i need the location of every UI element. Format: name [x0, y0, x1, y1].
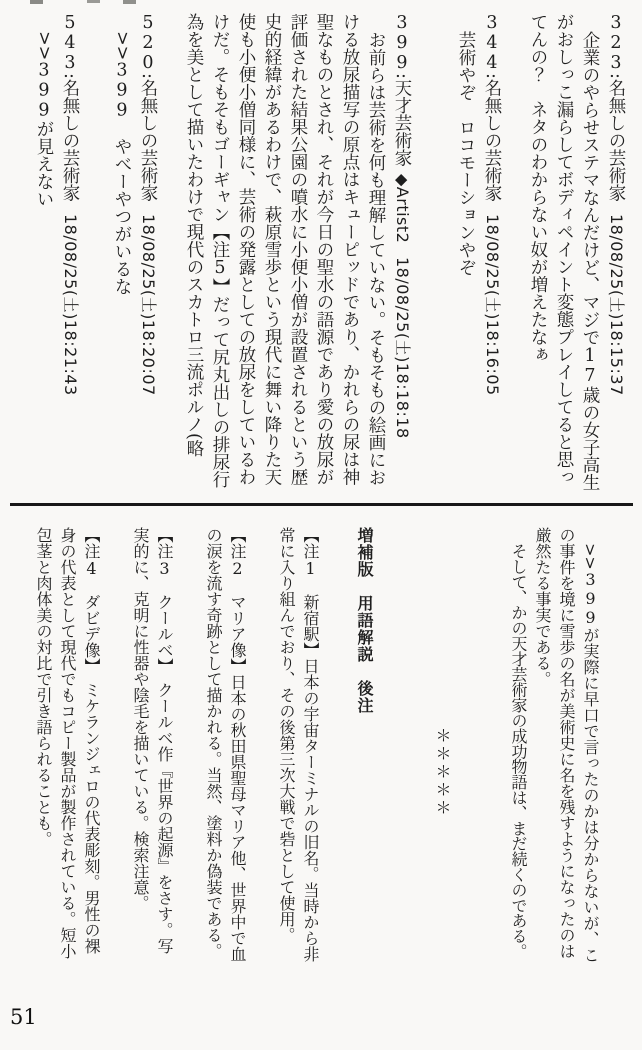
glossary-note-4	[31, 527, 103, 964]
note-label: 【注4 ダビデ像】	[82, 527, 101, 666]
post-body: 芸術やぞ ロコモーションやぞ	[456, 30, 476, 276]
thread-post-344	[453, 13, 505, 495]
note-text: 日本の宇宙ターミナルの旧名。当時から非常に入り組んでおり、その後第三次大戦で砦として使用。	[277, 527, 320, 962]
glossary-heading: 増補版 用語解説 後注	[355, 527, 374, 714]
post-number: 323	[606, 13, 626, 73]
thread-post-520	[109, 13, 161, 495]
section-divider-rule	[10, 503, 633, 506]
post-colon: :	[392, 73, 412, 79]
post-header	[389, 13, 415, 495]
post-header	[57, 13, 83, 495]
post-number: 543	[60, 13, 80, 73]
post-body: お前らは芸術を何も理解していない。そもそもの絵画における放尿描写の原点はキューピッドであり、かれらの尿は神聖なものとされ、それが今日の聖水の語源であり愛の放尿が評価された結果公園の噴水に小便小僧が設置されるという歴史的経緯があるわけで、萩原雪歩という現代に舞い降りた天使も小便小僧同様に、芸術の発露としての放尿をしているわけだ。そもそもゴーギャン【注5】だって尻丸出しの排尿行為を美として描いたわけで現代のスカトロ三流ポルノ(略	[184, 13, 386, 488]
note-text: 日本の秋田県聖母マリア他、世界中で血の涙を流す奇跡として描かれる。当然、塗料か偽装である。	[204, 527, 247, 962]
post-datetime: 18/08/25(土)18:21:43	[61, 214, 80, 397]
thread-post-399	[181, 13, 415, 495]
thread-post-323	[525, 13, 629, 495]
post-author: 名無しの芸術家	[606, 78, 626, 202]
glossary-note-3	[128, 527, 176, 964]
post-tripcode: ◆Artist2	[393, 174, 412, 244]
post-datetime: 18/08/25(土)18:15:37	[607, 214, 626, 397]
post-header	[603, 13, 629, 495]
post-header	[479, 13, 505, 495]
post-header	[135, 13, 161, 495]
post-colon: :	[60, 73, 80, 79]
thread-quote-section	[31, 13, 629, 495]
glossary-note-2	[201, 527, 249, 964]
note-label: 【注3 クールベ】	[155, 527, 174, 666]
post-author: 名無しの芸術家	[60, 78, 80, 202]
post-datetime: 18/08/25(土)18:18:18	[393, 256, 412, 439]
post-author: 天才芸術家	[392, 78, 412, 167]
post-author: 名無しの芸術家	[138, 78, 158, 202]
post-number: 399	[392, 13, 412, 73]
post-colon: :	[482, 73, 502, 79]
page-number: 51	[10, 1005, 37, 1029]
thread-post-543	[31, 13, 83, 495]
post-colon: :	[606, 73, 626, 79]
note-text: クールベ作『世界の起源』をさす。写実的に、克明に性器や陰毛を描いている。検索注意。	[131, 527, 174, 954]
post-datetime: 18/08/25(土)18:16:05	[483, 214, 502, 397]
post-body: >>399 やべーやつがいるな	[112, 30, 132, 295]
post-body: 企業のやらせステマなんだけど、マジで17歳の女子高生がおしっこ漏らしてボディペイント変態プレイしてると思ってんの？ ネタのわからない奴が増えたなぁ	[528, 13, 600, 491]
note-label: 【注1 新宿駅】	[301, 527, 320, 658]
post-number: 344	[482, 13, 502, 73]
narrative-paragraph: >>399が実際に早口で言ったのかは分からないが、この事件を境に雪歩の名が美術史に名を残すようになったのは厳然たる事実である。	[533, 527, 600, 963]
glossary-note-1	[274, 527, 322, 964]
post-body: >>399が見えない	[34, 30, 54, 208]
narrative-paragraph: そして、かの天才芸術家の成功物語は、まだ続くのである。	[509, 543, 528, 959]
note-text: ミケランジェロの代表彫刻。男性の裸身の代表として現代でもコピー製品が製作されている。短小包茎と肉体美の対比で引き語られることも。	[34, 527, 101, 959]
post-datetime: 18/08/25(土)18:20:07	[139, 214, 158, 397]
afterword-glossary-section	[31, 527, 602, 964]
narrative-block	[506, 527, 602, 964]
note-label: 【注2 マリア像】	[228, 527, 247, 674]
scene-break-asterisks: ＊＊＊＊＊	[433, 727, 452, 817]
post-number: 520	[138, 13, 158, 73]
post-author: 名無しの芸術家	[482, 78, 502, 202]
post-colon: :	[138, 73, 158, 79]
